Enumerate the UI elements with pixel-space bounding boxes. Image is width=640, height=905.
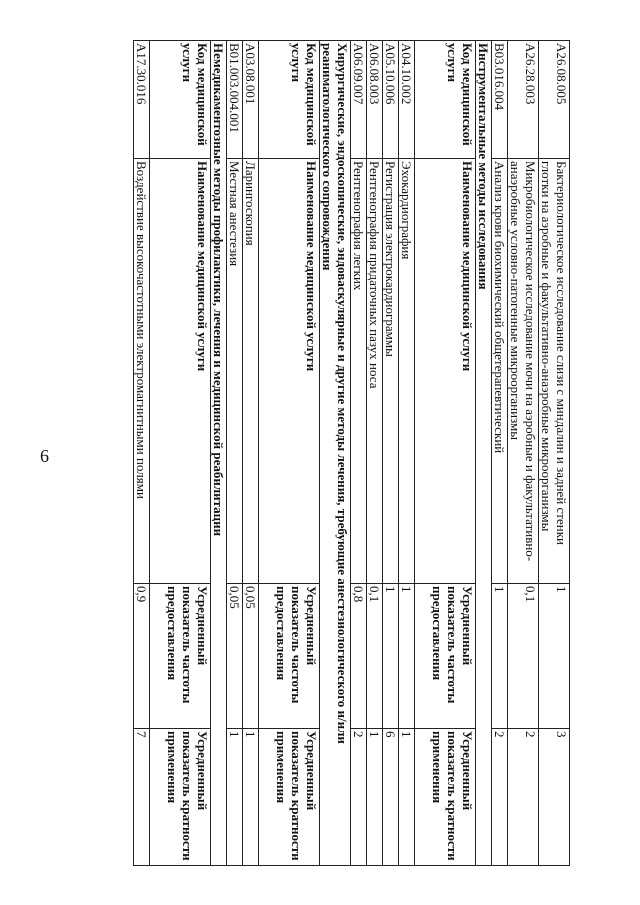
name-cell: Рентгенография легких [351, 159, 367, 584]
name-cell: Микробиологическое исследование мочи на аэробные и факультативно-анаэробные условно-патогенные микроорганизмы [508, 159, 539, 584]
name-cell: Регистрация электрокардиограммы [383, 159, 399, 584]
header-name: Наименование медицинской услуги [150, 159, 211, 584]
name-cell: Воздействие высокочастотными электромагнитными полями [134, 159, 150, 584]
freq-cell: 1 [399, 584, 415, 729]
table-header-row [259, 41, 320, 866]
freq-cell: 1 [383, 584, 399, 729]
mult-cell: 6 [383, 729, 399, 866]
table-header-row [415, 41, 476, 866]
header-freq: Усредненный показатель частоты предоставления [259, 584, 320, 729]
header-name: Наименование медицинской услуги [259, 159, 320, 584]
header-code: Код медицинской услуги [259, 41, 320, 159]
section-title-nondrug: Немедикаментозные методы профилактики, лечения и медицинской реабилитации [211, 41, 227, 866]
freq-cell: 0,9 [134, 584, 150, 729]
name-cell: Бактериологическое исследование слизи с миндалин и задней стенки глотки на аэробные и факультативно-анаэробные микроорганизмы [539, 159, 570, 584]
header-freq: Усредненный показатель частоты предоставления [415, 584, 476, 729]
mult-cell: 1 [399, 729, 415, 866]
header-mult: Усредненный показатель кратности применения [150, 729, 211, 866]
section-title-surgical: Хирургические, эндоскопические, эндоваскулярные и другие методы лечения, требующие анестезиологического и/или реаниматологического сопровождения [320, 41, 351, 866]
mult-cell: 2 [351, 729, 367, 866]
name-cell: Анализ крови биохимический общетерапевтический [492, 159, 508, 584]
header-freq: Усредненный показатель частоты предоставления [150, 584, 211, 729]
code-cell: A05.10.006 [383, 41, 399, 159]
freq-cell: 0,05 [227, 584, 243, 729]
freq-cell: 1 [539, 584, 570, 729]
page-number: 6 [40, 446, 49, 466]
section-heading-row [476, 41, 492, 866]
freq-cell: 0,05 [243, 584, 259, 729]
freq-cell: 0,8 [351, 584, 367, 729]
section-heading-row [211, 41, 227, 866]
code-cell: A17.30.016 [134, 41, 150, 159]
name-cell: Местная анестезия [227, 159, 243, 584]
freq-cell: 0,1 [508, 584, 539, 729]
mult-cell: 2 [508, 729, 539, 866]
table-row [539, 41, 570, 866]
table-row [492, 41, 508, 866]
code-cell: A06.08.003 [367, 41, 383, 159]
table-row [399, 41, 415, 866]
mult-cell: 1 [367, 729, 383, 866]
table-row [243, 41, 259, 866]
name-cell: Эхокардиография [399, 159, 415, 584]
freq-cell: 0,1 [367, 584, 383, 729]
mult-cell: 1 [243, 729, 259, 866]
mult-cell: 2 [492, 729, 508, 866]
table-row [134, 41, 150, 866]
header-name: Наименование медицинской услуги [415, 159, 476, 584]
code-cell: A04.10.002 [399, 41, 415, 159]
code-cell: A06.09.007 [351, 41, 367, 159]
services-table [133, 40, 570, 866]
header-code: Код медицинской услуги [415, 41, 476, 159]
code-cell: B03.016.004 [492, 41, 508, 159]
mult-cell: 7 [134, 729, 150, 866]
header-mult: Усредненный показатель кратности применения [415, 729, 476, 866]
code-cell: B01.003.004.001 [227, 41, 243, 159]
table-row [351, 41, 367, 866]
table-row [508, 41, 539, 866]
table-header-row [150, 41, 211, 866]
name-cell: Ларингоскопия [243, 159, 259, 584]
code-cell: A03.08.001 [243, 41, 259, 159]
rotated-table-page [60, 40, 570, 865]
mult-cell: 1 [227, 729, 243, 866]
mult-cell: 3 [539, 729, 570, 866]
code-cell: A26.08.005 [539, 41, 570, 159]
freq-cell: 1 [492, 584, 508, 729]
table-row [367, 41, 383, 866]
header-mult: Усредненный показатель кратности применения [259, 729, 320, 866]
code-cell: A26.28.003 [508, 41, 539, 159]
table-row [227, 41, 243, 866]
header-code: Код медицинской услуги [150, 41, 211, 159]
table-row [383, 41, 399, 866]
section-heading-row [320, 41, 351, 866]
section-title-instrumental: Инструментальные методы исследования [476, 41, 492, 866]
name-cell: Рентгенография придаточных пазух носа [367, 159, 383, 584]
